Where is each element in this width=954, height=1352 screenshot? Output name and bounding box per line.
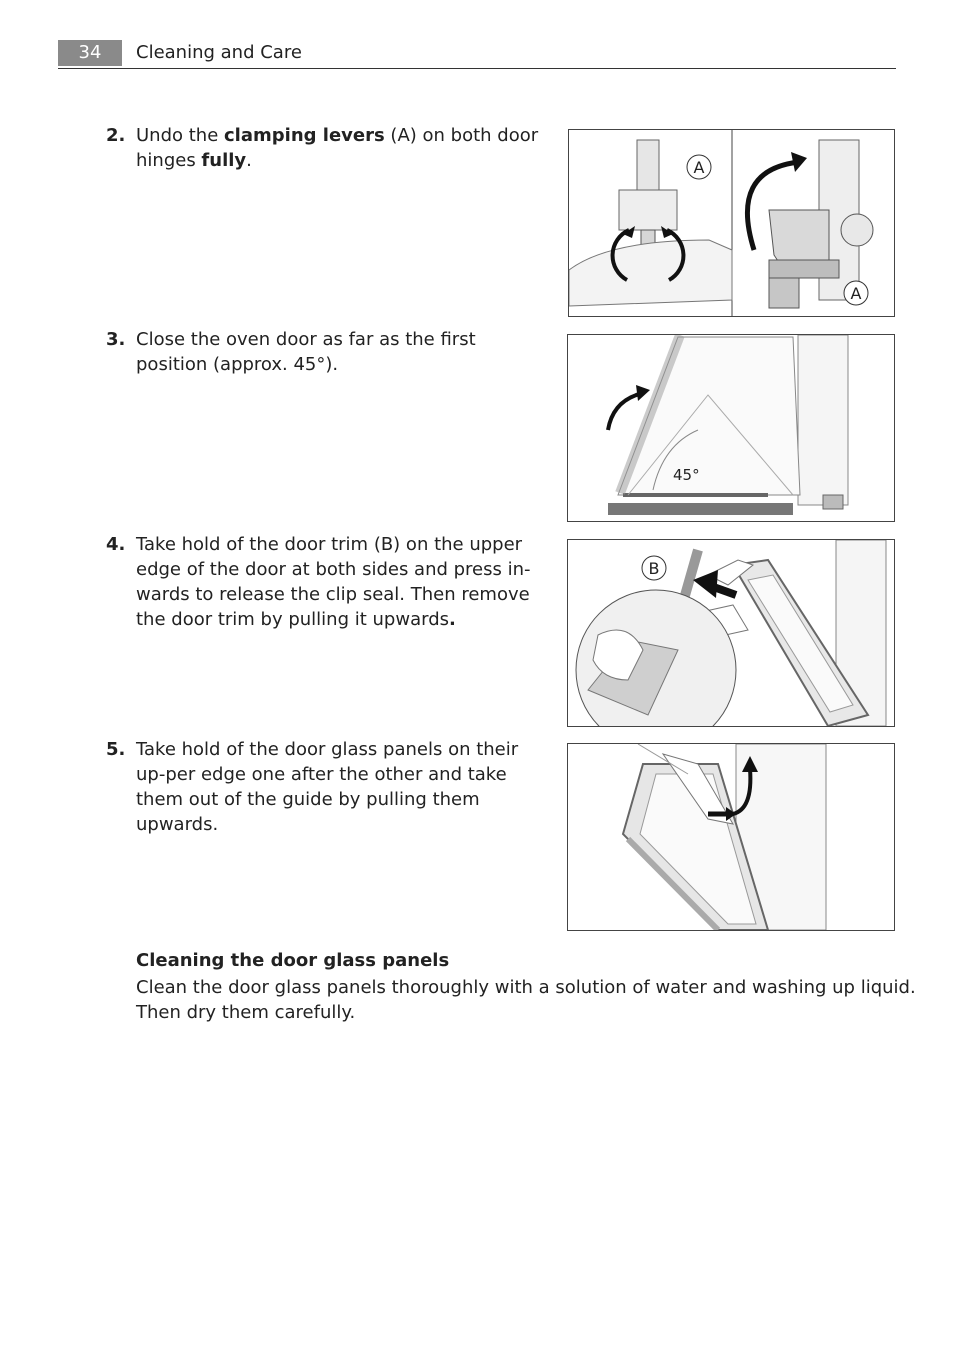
figure-door-45-degrees — [567, 334, 895, 522]
label-b: B — [648, 559, 660, 578]
step-2 — [106, 123, 546, 173]
figure-hinge-levers — [568, 129, 895, 317]
step-number: 5. — [106, 739, 126, 760]
section-title: Cleaning and Care — [136, 42, 302, 63]
angle-label: 45° — [673, 466, 700, 484]
step-5 — [106, 737, 546, 837]
step-4 — [106, 532, 546, 632]
label-a-right: A — [850, 284, 862, 303]
step-text: Close the oven door as far as the first position (approx. 45°). — [136, 329, 476, 375]
label-a-left: A — [693, 158, 705, 177]
step-text: Take hold of the door trim (B) on the upper edge of the door at both sides and press in-wards to release the clip seal. Then remove the door trim by pulling it upwards. — [136, 534, 531, 630]
step-text: Take hold of the door glass panels on their up-per edge one after the other and take them out of the guide by pulling them upwards. — [136, 739, 519, 835]
figure-glass-panels — [567, 743, 895, 931]
step-number: 3. — [106, 329, 126, 350]
cleaning-body: Clean the door glass panels thoroughly with a solution of water and washing up liquid. Then dry them carefully. — [136, 977, 916, 1023]
header-rule — [58, 68, 896, 69]
step-3 — [106, 327, 546, 377]
cleaning-title: Cleaning the door glass panels — [136, 950, 450, 971]
step-number: 2. — [106, 125, 126, 146]
step-number: 4. — [106, 534, 126, 555]
page-number: 34 — [58, 40, 122, 66]
figure-door-trim — [567, 539, 895, 727]
step-text: Undo the clamping levers (A) on both door hinges fully. — [136, 125, 539, 171]
